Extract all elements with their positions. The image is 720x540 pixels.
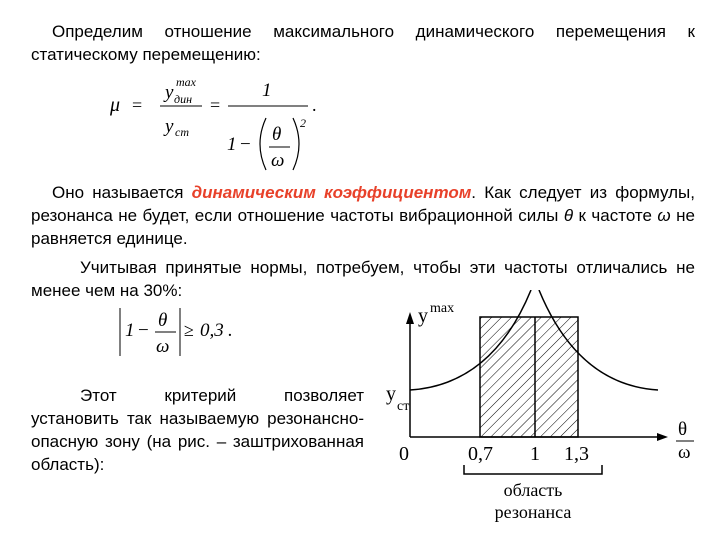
definition-text-3: к частоте <box>573 206 658 225</box>
dynamic-coefficient-formula <box>110 72 350 182</box>
crit-omega: ω <box>156 336 170 357</box>
crit-value: 0,3 <box>200 320 224 341</box>
crit-one: 1 <box>125 320 135 341</box>
x-axis-theta: θ <box>678 419 688 440</box>
numerator-y: y <box>165 82 174 103</box>
y-st-sub: ст <box>397 399 410 414</box>
numerator-sup-max: max <box>176 75 196 89</box>
power-two: 2 <box>300 116 306 130</box>
definition-text-2: . Как следует из формулы, резонанса не будет, если отношение частоты вибрационной силы <box>31 183 695 225</box>
definition-text-1: Оно называется <box>52 183 192 202</box>
definition-paragraph <box>31 181 695 250</box>
highlighted-term: динамическим коэффициентом <box>191 183 472 202</box>
inner-omega: ω <box>271 150 285 171</box>
numerator-sub-din: дин <box>174 92 193 106</box>
tick-label-1-3: 1,3 <box>564 443 589 465</box>
equals-sign-2: = <box>210 95 221 115</box>
crit-minus: − <box>138 320 149 341</box>
norms-paragraph: Учитывая принятые нормы, потребуем, чтобы эти частоты отличались не менее чем на 30%: <box>31 258 695 300</box>
crit-theta: θ <box>158 310 168 331</box>
formula1-dot: . <box>312 95 317 115</box>
right-paren <box>293 118 299 170</box>
criterion-paragraph: Этот критерий позволяет установить так называемую резонансно-опасную зону (на рис. – заштрихованная область): <box>31 386 364 474</box>
zone-label-line2: резонанса <box>494 502 572 522</box>
tick-label-0-7: 0,7 <box>468 443 493 465</box>
x-axis-omega: ω <box>678 442 691 463</box>
denominator-y: y <box>165 116 174 137</box>
resonance-graph <box>380 290 710 530</box>
numerator-one: 1 <box>262 80 272 101</box>
y-axis-label: y <box>418 305 428 327</box>
theta-inline: θ <box>563 206 574 225</box>
y-st-label: y <box>386 383 396 405</box>
mu-symbol: μ <box>110 94 121 116</box>
minus-sign: − <box>240 134 251 155</box>
denominator-sub-st: ст <box>175 125 189 139</box>
inner-theta: θ <box>272 124 282 145</box>
zone-label-line1: область <box>503 480 563 500</box>
zone-brace <box>464 465 602 474</box>
definition-text-4: не равняется единице. <box>31 206 695 248</box>
left-paren <box>260 118 266 170</box>
omega-inline: ω <box>657 206 671 225</box>
denominator-one: 1 <box>227 134 237 155</box>
criterion-formula <box>112 302 252 362</box>
y-axis-sup-max: max <box>430 301 455 316</box>
y-axis-arrow <box>406 312 414 324</box>
x-axis-arrow <box>657 433 668 441</box>
intro-paragraph: Определим отношение максимального динамического перемещения к статическому перемещению: <box>31 22 695 64</box>
crit-dot: . <box>228 320 233 341</box>
tick-label-1: 1 <box>530 443 540 465</box>
tick-label-0: 0 <box>399 443 409 465</box>
crit-geq: ≥ <box>184 320 194 340</box>
equals-sign-1: = <box>132 95 143 115</box>
